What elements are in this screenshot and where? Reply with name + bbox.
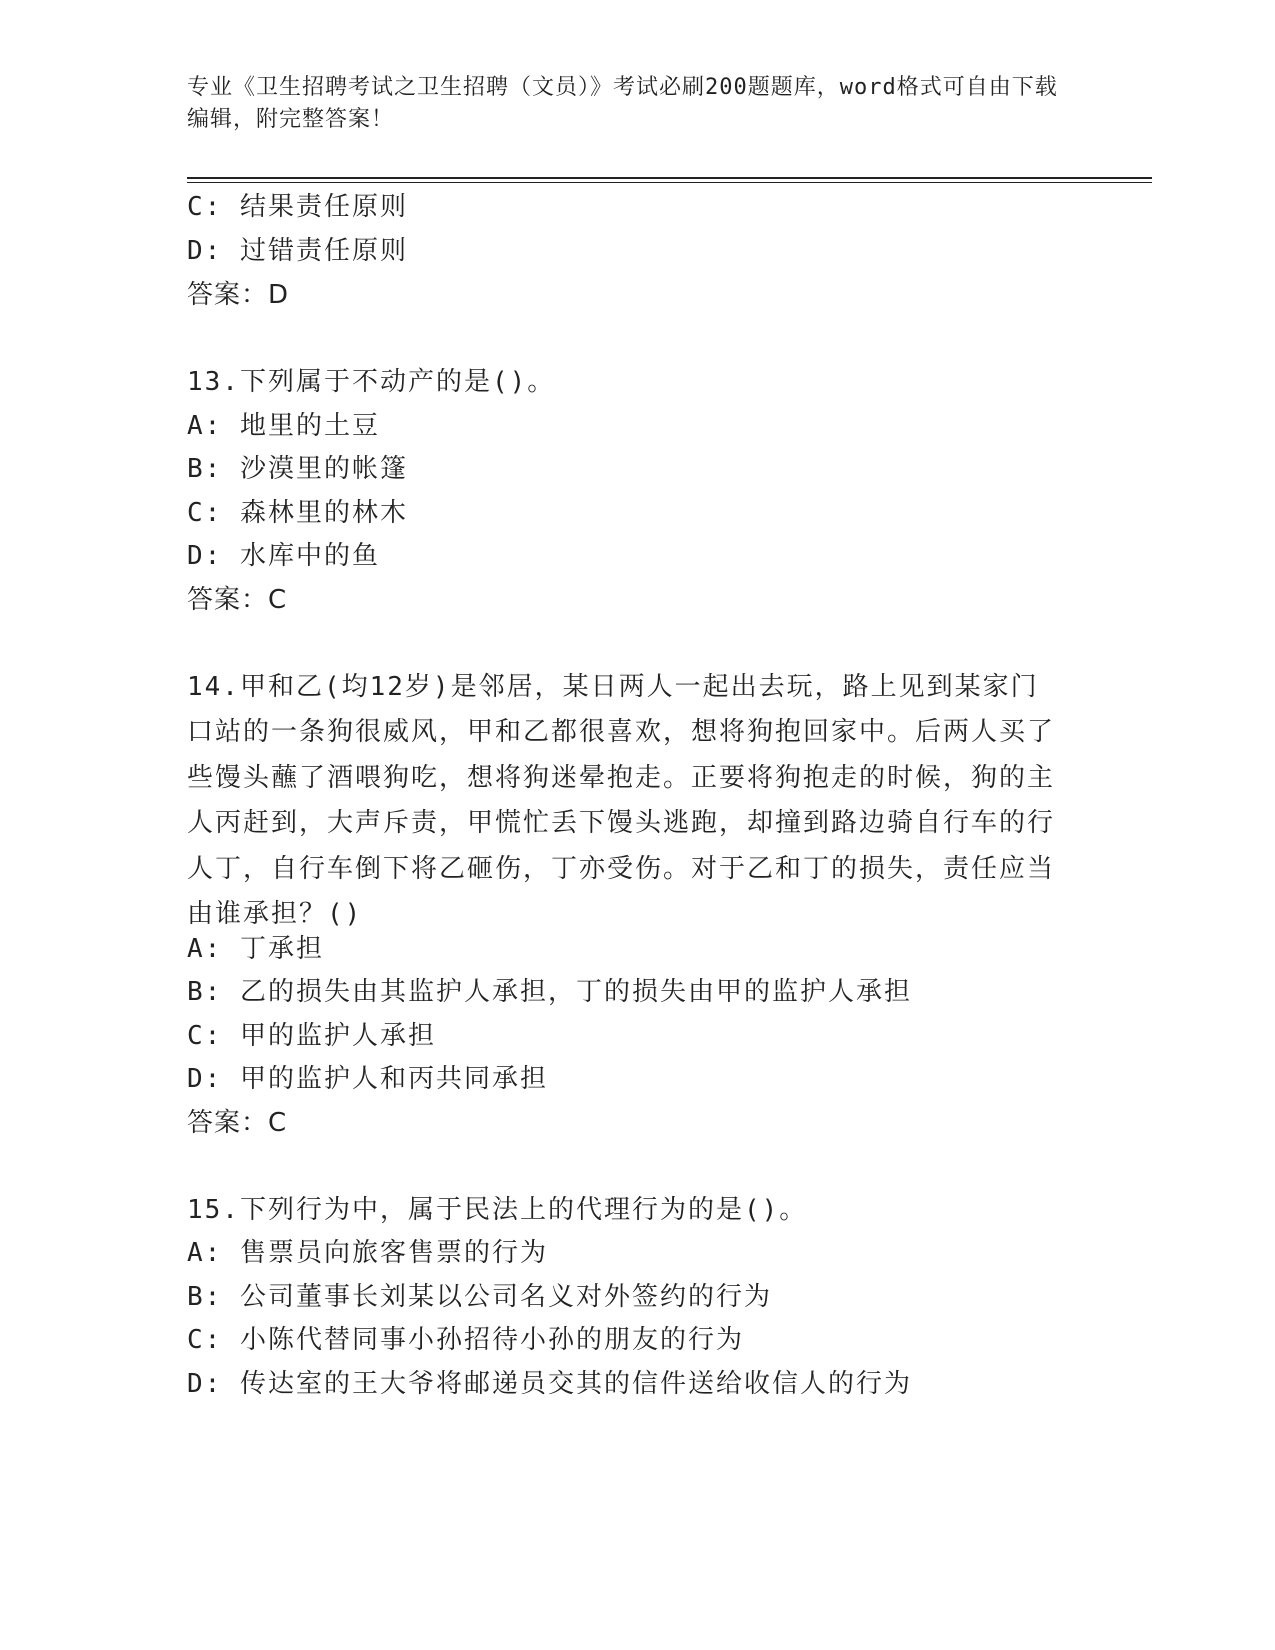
q12-option-d: D: 过错责任原则 [187,236,408,266]
q14-option-b: B: 乙的损失由其监护人承担，丁的损失由甲的监护人承担 [187,977,912,1007]
q15-option-a: A: 售票员向旅客售票的行为 [187,1238,548,1268]
document-header: 专业《卫生招聘考试之卫生招聘（文员）》考试必刷200题题库，word格式可自由下载编辑，附完整答案！ [187,75,1058,132]
q14-option-d: D: 甲的监护人和丙共同承担 [187,1064,548,1094]
q15-option-c: C: 小陈代替同事小孙招待小孙的朋友的行为 [187,1325,744,1355]
q13-option-c: C: 森林里的林木 [187,498,408,528]
q12-answer: 答案：D [187,280,290,310]
q13-option-a: A: 地里的土豆 [187,411,380,441]
q13-option-b: B: 沙漠里的帐篷 [187,454,408,484]
header-rule-thin [187,182,1152,183]
q13-answer: 答案：C [187,585,288,615]
q13-option-d: D: 水库中的鱼 [187,541,380,571]
q15-option-d: D: 传达室的王大爷将邮递员交其的信件送给收信人的行为 [187,1369,912,1399]
q12-option-c: C: 结果责任原则 [187,192,408,222]
q15-option-b: B: 公司董事长刘某以公司名义对外签约的行为 [187,1282,772,1312]
q14-answer: 答案：C [187,1108,288,1138]
q14-option-a: A: 丁承担 [187,934,324,964]
q15-stem: 15.下列行为中，属于民法上的代理行为的是()。 [187,1195,808,1225]
header-rule-thick [187,177,1152,179]
q13-stem: 13.下列属于不动产的是()。 [187,367,556,397]
q14-stem: 14.甲和乙(均12岁)是邻居，某日两人一起出去玩，路上见到某家门口站的一条狗很威风，甲和乙都很喜欢，想将狗抱回家中。后两人买了些馒头蘸了酒喂狗吃，想将狗迷晕抱走。正要将狗抱走的时候，狗的主人丙赶到，大声斥责，甲慌忙丢下馒头逃跑，却撞到路边骑自行车的行人丁，自行车倒下将乙砸伤，丁亦受伤。对于乙和丁的损失，责任应当由谁承担？() [187,672,1056,930]
q14-option-c: C: 甲的监护人承担 [187,1021,436,1051]
